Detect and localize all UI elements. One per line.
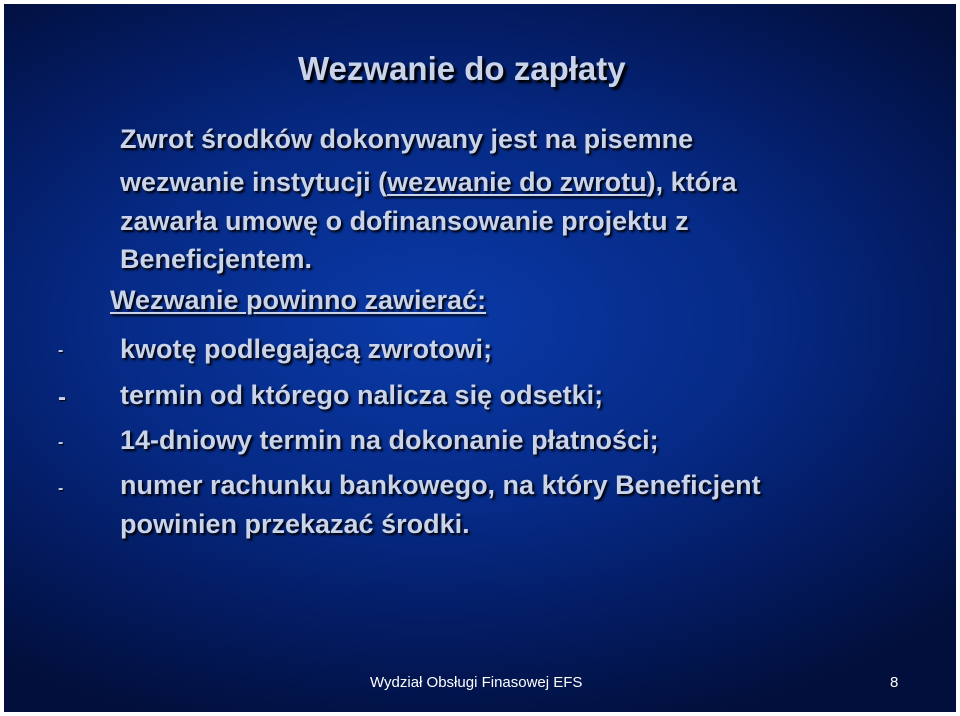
requirement-item-3: 14-dniowy termin na dokonanie płatności; [120,425,659,455]
list-dash: - [58,384,66,411]
requirement-item-4-continuation: powinien przekazać środki. [120,509,470,539]
wezwanie-do-zwrotu-term: wezwanie do zwrotu [387,167,647,197]
intro-line-2 [120,167,737,198]
requirement-item-4: numer rachunku bankowego, na który Beneficjent [120,470,761,500]
requirements-heading: Wezwanie powinno zawierać: [110,285,487,315]
page-number: 8 [890,674,899,691]
intro-line-4: Beneficjentem. [120,244,313,274]
list-dash: - [58,480,64,497]
requirement-item-2: termin od którego nalicza się odsetki; [120,380,604,410]
slide-title: Wezwanie do zapłaty [298,50,626,87]
requirement-item-1: kwotę podlegającą zwrotowi; [120,334,493,364]
intro-line-2-end: ), która [646,167,737,197]
intro-line-1: Zwrot środków dokonywany jest na pisemne [120,124,694,154]
footer-organization: Wydział Obsługi Finasowej EFS [370,674,583,691]
slide [4,4,956,712]
intro-line-3: zawarła umowę o dofinansowanie projektu z [120,206,689,236]
list-dash: - [58,342,64,359]
list-dash: - [58,434,64,451]
intro-line-2-start: wezwanie instytucji ( [120,167,388,197]
